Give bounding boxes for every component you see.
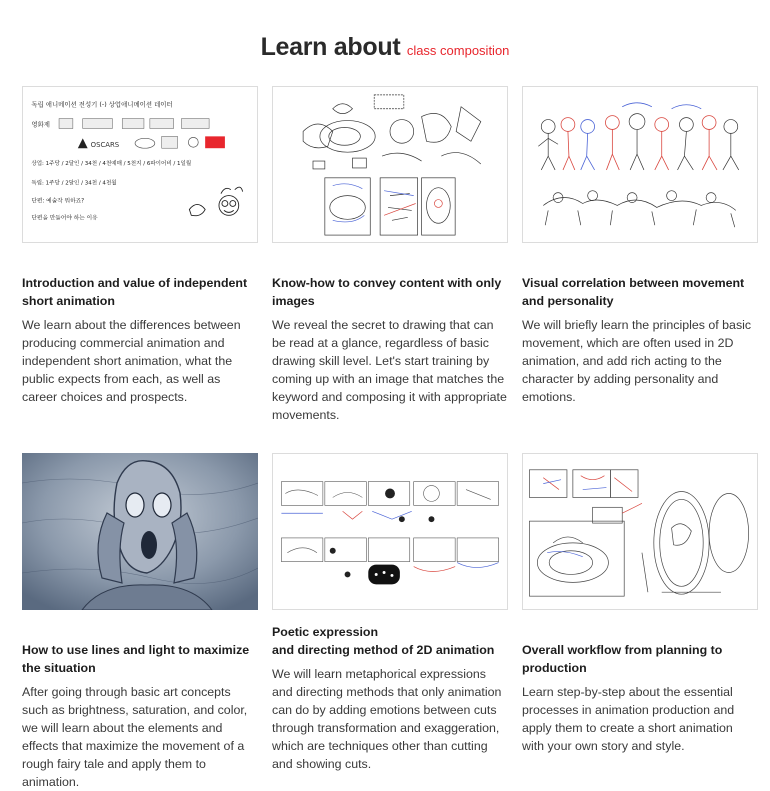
card-title: Visual correlation between movement and personality: [522, 276, 745, 308]
card-image-production-sketches: [522, 453, 758, 610]
screaming-figure-painting: [22, 453, 258, 610]
walk-cycle-illustration: [523, 87, 757, 242]
slide-question-2: 단편을 만들어야 하는 이유: [31, 215, 98, 222]
card-poetic-expression: [272, 453, 508, 771]
slide-question-1: 단편: 예술작 뭐하죠?: [31, 198, 85, 205]
card-movement-personality: [522, 86, 758, 404]
slide-commercial-line: 상업: 1주당 / 2달인 / 34천 / 4천예매 / 5천지 / 6파이어비 / 1일월: [31, 160, 192, 167]
card-description: Learn step-by-step about the essential processes in animation production and apply them to create a short animation with your own story and style.: [522, 685, 735, 753]
card-independent-animation: [22, 86, 258, 404]
slide-festival-label: 영화제: [31, 120, 50, 129]
card-convey-content: [272, 86, 508, 422]
card-image-directing-storyboard: [272, 453, 508, 610]
card-image-storyboard-sketches: [272, 86, 508, 243]
card-image-lecture-slide: [22, 86, 258, 243]
character-doodle: [189, 187, 242, 216]
card-image-character-walk-cycles: [522, 86, 758, 243]
card-description: We will learn metaphorical expressions and directing methods that only animation can do by adding emotions between cuts through transformation and exaggeration, which are techniques other than cutting and showing cuts.: [272, 667, 502, 771]
slide-header-text: 독립 애니메이션 전성기 (-) 상업애니메이션 데이터: [31, 100, 173, 109]
storyboard-sketch-illustration: [273, 87, 507, 242]
card-description: We will briefly learn the principles of basic movement, which are often used in 2D animation, and add rich acting to the character by adding personality and emotions.: [522, 318, 752, 404]
section-subtitle: class composition: [406, 43, 510, 58]
card-title-line-1: Poetic expression: [272, 625, 379, 639]
production-sketch-illustration: [523, 454, 757, 609]
card-title: Introduction and value of independent short animation: [22, 276, 248, 308]
card-lines-and-light: [22, 453, 258, 789]
directing-storyboard-illustration: [273, 454, 507, 609]
card-title: Overall workflow from planning to production: [522, 643, 723, 675]
card-title: Know-how to convey content with only images: [272, 276, 502, 308]
card-description: We reveal the secret to drawing that can be read at a glance, regardless of basic drawing skill level. Let's start training by coming up with an image that matches the keyword and composing it with appropriate movements.: [272, 318, 507, 422]
card-workflow: [522, 453, 758, 753]
slide-oscars-text: OSCARS: [90, 141, 120, 150]
card-description: After going through basic art concepts such as brightness, saturation, and color, we will learn about the elements and effects that maximize the movement of a rough fairy tale and apply them to animation.: [22, 685, 248, 789]
card-title: How to use lines and light to maximize the situation: [22, 643, 250, 675]
card-description: We learn about the differences between producing commercial animation and independent short animation, what the public expects from each, as well as career choices and prospects.: [22, 318, 241, 404]
card-title-line-2: and directing method of 2D animation: [272, 643, 495, 657]
section-title: Learn about: [260, 33, 401, 61]
section-heading: [0, 33, 770, 62]
card-image-screaming-figure: [22, 453, 258, 610]
lecture-slide-illustration: [23, 87, 257, 242]
slide-independent-line: 독립: 1주당 / 2달인 / 34천 / 4천월: [31, 180, 117, 187]
